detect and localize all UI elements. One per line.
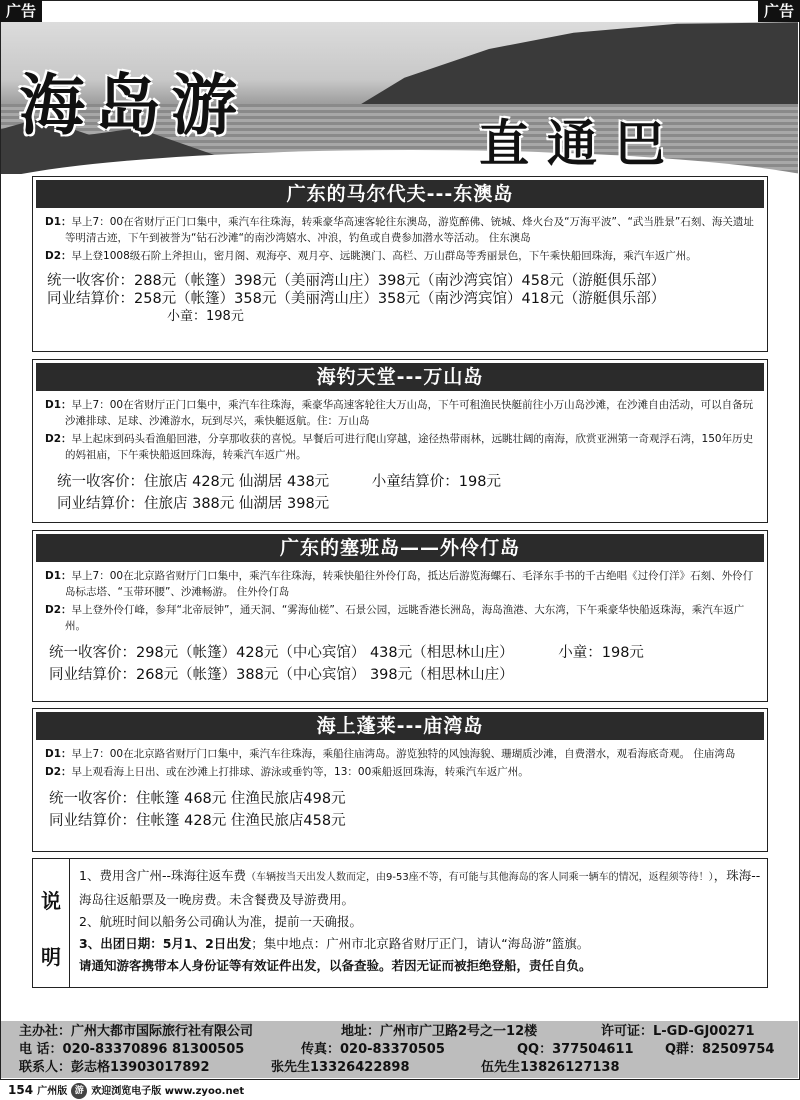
footer-address: 地址：广州市广卫路2号之一12楼	[341, 1024, 538, 1039]
note-item-4: 请通知游客携带本人身份证等有效证件出发，以备查验。若因无证而被拒绝登船，责任自负。	[79, 958, 592, 973]
note-item-1-main: 1、费用含广州--珠海往返车费	[79, 868, 246, 883]
day-label: D2：	[45, 250, 72, 262]
day-label: D2：	[45, 766, 72, 778]
tour-day-1	[45, 397, 757, 429]
note-item-3-place: ；集中地点：广州市北京路省财厅正门，请认“海岛游”篮旗。	[251, 936, 590, 951]
footer-contact-3: 伍先生13826127138	[481, 1060, 620, 1075]
price-row-trade: 同业结算价：268元（帐篷）388元（中心宾馆） 398元（相思林山庄）	[49, 667, 514, 683]
price-list	[49, 642, 767, 686]
price-child: 小童结算价：198元	[371, 474, 501, 490]
footer-organizer: 主办社：广州大都市国际旅行社有限公司	[19, 1024, 254, 1039]
note-item-3-date: 3、出团日期：5月1、2日出发	[79, 936, 252, 951]
price-row-retail: 统一收客价：288元（帐篷）398元（美丽湾山庄）398元（南沙湾宾馆）458元（游艇俱乐部）	[47, 273, 666, 289]
day-label: D1：	[45, 570, 72, 582]
tour-day-1	[45, 568, 757, 600]
tour-box-miaowan	[32, 708, 768, 852]
tour-title: 海上蓬莱---庙湾岛	[36, 712, 764, 740]
footer-qq: QQ：377504611	[517, 1042, 634, 1057]
page-number: 154	[8, 1083, 34, 1097]
tour-day-2	[45, 248, 757, 264]
note-item-2: 2、航班时间以船务公司确认为准，提前一天确报。	[79, 914, 362, 929]
price-list	[47, 272, 767, 326]
day-text: 早上登1008级石阶上斧担山，密月阁、观海亭、观月亭、远眺澳门、高栏、万山群岛等秀丽景色，下午乘快船回珠海，乘汽车返广州。	[71, 250, 697, 262]
hero-title: 海岛游	[19, 66, 247, 144]
price-list	[57, 471, 767, 515]
price-row-retail	[57, 471, 767, 493]
footer-fax: 传真：020-83370505	[301, 1042, 445, 1057]
website-link[interactable]: 欢迎浏览电子版 www.zyoo.net	[91, 1086, 245, 1097]
hero-subtitle: 直通巴	[479, 114, 683, 173]
edition-label: 广州版	[37, 1086, 68, 1097]
note-item-1-rest: ，珠海--海岛往返船票及一晚房费。未含餐费及导游费用。	[79, 868, 761, 907]
price-row-child: 小童：198元	[167, 309, 244, 324]
notes-side-char-1: 说	[41, 889, 61, 913]
day-text: 早上7：00在北京路省财厅门口集中，乘汽车往珠海，转乘快船往外伶仃岛，抵达后游览海螺石、毛泽东手书的千古绝唱《过伶仃洋》石刻、外伶仃岛标志塔、“玉带环腰”、沙滩畅游。 住外伶仃岛	[65, 570, 754, 598]
zyoo-badge-icon: 游	[71, 1083, 87, 1099]
day-text: 早上7：00在省财厅正门口集中，乘汽车往珠海，转乘豪华高速客轮往东澳岛，游览醉佛、铳城、烽火台及“万海平波”、“武当胜景”石刻、海关遗址等明清古迹，下午到被誉为“钻石沙滩“的南沙湾嬉水、冲浪，钓鱼或自费参加潜水等活动。 住东澳岛	[65, 216, 754, 244]
notes-side-char-2: 明	[41, 945, 61, 969]
tour-title: 广东的马尔代夫---东澳岛	[36, 180, 764, 208]
price-list	[49, 788, 767, 832]
tour-title: 海钓天堂---万山岛	[36, 363, 764, 391]
day-text: 早上登外伶仃峰，参拜“北帝辰钟”，通天洞、“雾海仙槎”、石景公园，远眺香港长洲岛，海岛渔港、大东湾，下午乘豪华快船返珠海，乘汽车返广州。	[65, 604, 745, 632]
tour-day-2	[45, 764, 757, 780]
price-row-trade: 同业结算价：258元（帐篷）358元（美丽湾山庄）358元（南沙湾宾馆）418元（游艇俱乐部）	[47, 291, 666, 307]
tour-day-1	[45, 214, 757, 246]
tour-day-2	[45, 602, 757, 634]
page-bar	[8, 1082, 244, 1099]
tour-box-dongao	[32, 176, 768, 352]
footer-qgroup: Q群：82509754	[665, 1042, 775, 1057]
day-label: D2：	[45, 604, 72, 616]
tour-day-1	[45, 746, 757, 762]
note-item-1	[79, 865, 761, 911]
tour-box-wanshan	[32, 359, 768, 523]
note-item-1-small: （车辆按当天出发人数而定，由9-53座不等，有可能与其他海岛的客人同乘一辆车的情况，返程须等待！）	[245, 872, 714, 883]
footer-contact-1: 联系人：彭志格13903017892	[19, 1060, 210, 1075]
notes-body	[79, 865, 761, 977]
footer-contact-2: 张先生13326422898	[271, 1060, 410, 1075]
price-child: 小童：198元	[558, 645, 644, 661]
day-label: D1：	[45, 216, 72, 228]
footer-phone: 电 话：020-83370896 81300505	[19, 1042, 245, 1057]
price-retail: 统一收客价：298元（帐篷）428元（中心宾馆） 438元（相思林山庄）	[49, 645, 514, 661]
notes-box	[32, 858, 768, 988]
day-label: D1：	[45, 399, 72, 411]
tour-box-wailingding	[32, 530, 768, 702]
tour-day-2	[45, 431, 757, 463]
price-retail: 统一收客价：住旅店 428元 仙湖居 438元	[57, 474, 330, 490]
day-label: D1：	[45, 748, 72, 760]
price-row-retail	[49, 642, 767, 664]
day-text: 早上7：00在北京路省财厅门口集中，乘汽车往珠海，乘船往庙湾岛。游览独特的风蚀海貌、珊瑚质沙滩，自费潜水，观看海底奇观。 住庙湾岛	[71, 748, 736, 760]
day-label: D2：	[45, 433, 72, 445]
ad-label-right: 广告	[758, 0, 800, 22]
mountain-graphic	[348, 22, 798, 112]
notes-side-label	[33, 859, 70, 987]
day-text: 早上7：00在省财厅正门口集中，乘汽车往珠海，乘豪华高速客轮往大万山岛，下午可租渔民快艇前往小万山岛沙滩，在沙滩自由活动，可以自备玩沙滩排球、足球、沙滩游水，玩到尽兴，乘快艇返航。住：万山岛	[65, 399, 754, 427]
contact-footer	[1, 1021, 798, 1078]
tour-title: 广东的塞班岛——外伶仃岛	[36, 534, 764, 562]
hero-banner	[1, 22, 798, 174]
price-row-retail: 统一收客价：住帐篷 468元 住渔民旅店498元	[49, 791, 346, 807]
price-row-trade: 同业结算价：住旅店 388元 仙湖居 398元	[57, 496, 330, 512]
note-item-3	[79, 933, 761, 955]
footer-license: 许可证：L-GD-GJ00271	[601, 1024, 755, 1039]
day-text: 早上起床到码头看渔船回港，分享那收获的喜悦。早餐后可进行爬山穿越，途径热带雨林，远眺壮阔的南海，欣赏亚洲第一奇观浮石湾，150年历史的妈祖庙，下午乘快船返回珠海，转乘汽车返广州。	[65, 433, 754, 461]
ad-label-left: 广告	[0, 0, 42, 22]
day-text: 早上观看海上日出、或在沙滩上打排球、游泳或垂钓等，13：00乘船返回珠海，转乘汽车返广州。	[71, 766, 529, 778]
price-row-trade: 同业结算价：住帐篷 428元 住渔民旅店458元	[49, 813, 346, 829]
